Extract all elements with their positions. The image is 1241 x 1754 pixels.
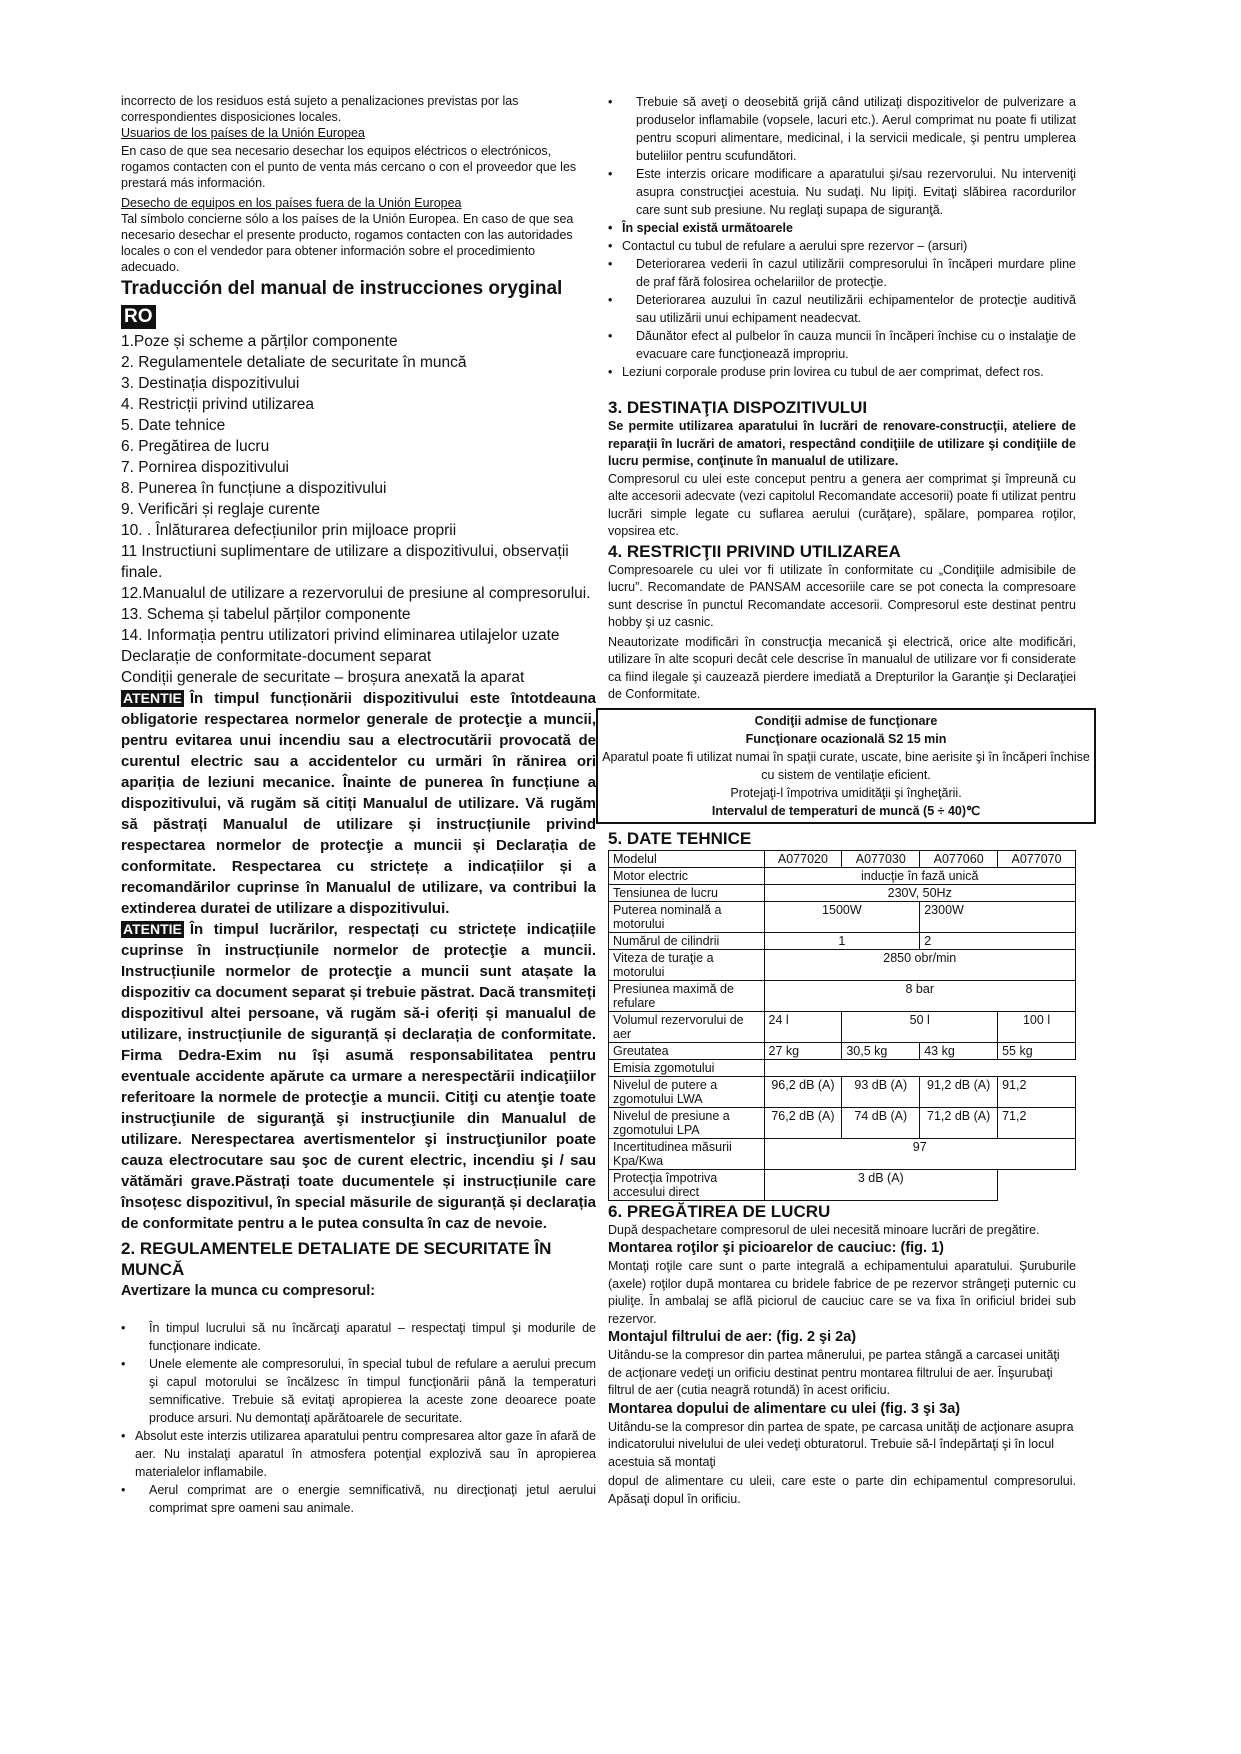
language-badge: RO bbox=[121, 305, 156, 329]
table-cell: 43 kg bbox=[920, 1042, 998, 1059]
table-row bbox=[609, 1059, 1076, 1076]
right-column bbox=[602, 93, 1090, 1508]
attention-text-2: În timpul lucrărilor, respectați cu strictețe indicațiile cuprinse în instrucțiunile normelor de protecţie a muncii. Instrucțiunile normelor de protecţie a muncii sunt atașate la dispozitiv ca document separat și trebuie păstrat. Dacă transmiteți dispozitivul altei persoane, vă rugăm să-i oferiți și manualul de utilizare, instrucțiunile de siguranță și declarația de conformitate. Firma Dedra-Exim nu își asumă responsabilitatea pentru eventuale accidente apărute ca urmare a nerespectării indicaţiilor referitoare la normele de protecţie a muncii. Citiţi cu atenţie toate instrucţiunile de siguranţă şi instrucţiunile din Manualul de utilizare. Nerespectarea avertismentelor şi instrucţiunilor poate cauza electrocutare sau şoc de curent electric, incendiu şi / sau vătămări grave.Păstrați toate ducumentele și instrucțiunile care însoțesc dispozitivul, în special măsurile de siguranță și declarația de conformitate pentru a le putea consulta în caz de nevoie. bbox=[121, 921, 596, 1232]
toc-item: 1.Poze și scheme a părților componente bbox=[121, 333, 398, 350]
table-row bbox=[609, 850, 1076, 867]
section-5-title: 5. DATE TEHNICE bbox=[608, 828, 752, 848]
toc-item: 4. Restricții privind utilizarea bbox=[121, 396, 314, 413]
table-cell: A077060 bbox=[920, 850, 998, 867]
table-cell: Nivelul de presiune a zgomotului LPA bbox=[609, 1107, 765, 1138]
section-2-subtitle: Avertizare la munca cu compresorul: bbox=[121, 1283, 376, 1299]
section-3-title: 3. DESTINAŢIA DISPOZITIVULUI bbox=[608, 398, 868, 417]
special-list bbox=[608, 219, 1076, 381]
table-cell: Nivelul de putere a zgomotului LWA bbox=[609, 1076, 765, 1107]
eu-users-title: Usuarios de los países de la Unión Europea bbox=[121, 126, 365, 140]
filter-text: Uitându-se la compresor din partea mânerului, pe partea stângă a carcasei unităţi de acţionare vedeţi un orificiu destinat pentru montarea filtrului de aer. Înşurubaţi filtrul de aer (cutia neagră rotundă) în acest orificiu. bbox=[608, 1348, 1060, 1397]
table-row bbox=[609, 1076, 1076, 1107]
table-row bbox=[609, 867, 1076, 884]
table-row bbox=[609, 1011, 1076, 1042]
toc-item: 3. Destinația dispozitivului bbox=[121, 375, 300, 392]
table-cell: 71,2 bbox=[998, 1107, 1076, 1138]
table-cell: Viteza de turaţie a motorului bbox=[609, 949, 765, 980]
box-title: Condiţii admise de funcţionare bbox=[754, 713, 938, 728]
table-cell: 50 l bbox=[842, 1011, 998, 1042]
table-cell bbox=[998, 1169, 1076, 1200]
table-row bbox=[609, 932, 1076, 949]
table-cell: 27 kg bbox=[764, 1042, 842, 1059]
section-4-text-1: Compresoarele cu ulei vor fi utilizate în conformitate cu „Condiţiile admisibile de lucru”. Recomandate de PANSAM accesoriile care se pot conecta la compresoare sunt descrise în punctul Recomandate accesorii. Compresorul este destinat pentru hobby şi uz casnic. bbox=[608, 562, 1076, 629]
oil-plug-text-1: Uitându-se la compresor din partea de spate, pe carcasa unităţi de acţionare asupra indicatorului nivelului de ulei vedeţi obturatorul. Trebuie să-l îndepărtaţi şi în locul acestuia să montaţi bbox=[608, 1419, 1074, 1469]
table-cell bbox=[764, 1059, 1076, 1076]
table-row bbox=[609, 884, 1076, 901]
table-cell: Protecţia împotriva accesului direct bbox=[609, 1169, 765, 1200]
table-cell: A077030 bbox=[842, 850, 920, 867]
list-item: • Unele elemente ale compresorului, în special tubul de refulare a aerului precum şi capul motorului se încălzesc în timpul funcţionării până la temperaturi semnificative. Trebuie să evitaţi apropierea la aceste zone deoarece poate produce arsuri. Nu demontaţi apărătoarele de securitate. bbox=[121, 1355, 596, 1427]
attention-badge: ATENTIE bbox=[123, 921, 182, 937]
section-3-bold: Se permite utilizarea aparatului în lucrări de renovare-construcţii, ateliere de reparaţii în lucrări de amatori, respectând condiţiile de utilizare şi condiţiile de lucru permise, conţinute în manualul de utilizare. bbox=[608, 419, 1076, 468]
table-cell: Modelul bbox=[609, 850, 765, 867]
table-row bbox=[609, 980, 1076, 1011]
list-item: • În timpul lucrului să nu încărcaţi aparatul – respectaţi timpul şi modurile de funcţionare indicate. bbox=[121, 1319, 596, 1355]
wheels-title: Montarea roţilor şi picioarelor de cauciuc: (fig. 1) bbox=[608, 1240, 944, 1256]
table-cell: 24 l bbox=[764, 1011, 842, 1042]
table-cell: A077020 bbox=[764, 850, 842, 867]
section-2-bullets bbox=[121, 1319, 596, 1517]
table-cell: Incertitudinea măsurii Kpa/Kwa bbox=[609, 1138, 765, 1169]
list-item: • Este interzis oricare modificare a aparatului şi/sau rezervorului. Nu interveniţi asupra construcţiei acestuia. Nu sudaţi. Nu lipiţi. Evitaţi slăbirea racordurilor care sunt sub presiune. Nu reglaţi supapa de siguranţă. bbox=[608, 165, 1076, 219]
table-cell: Greutatea bbox=[609, 1042, 765, 1059]
toc-item: 9. Verificări și reglaje curente bbox=[121, 501, 321, 518]
top-bullets bbox=[608, 93, 1076, 219]
toc-item: 14. Informația pentru utilizatori privind eliminarea utilajelor uzate bbox=[121, 627, 560, 644]
filter-title: Montajul filtrului de aer: (fig. 2 şi 2a) bbox=[608, 1329, 857, 1345]
toc-item: Declarație de conformitate-document separat bbox=[121, 648, 432, 665]
left-column bbox=[121, 93, 596, 1517]
table-cell: 97 bbox=[764, 1138, 1076, 1169]
table-cell: 100 l bbox=[998, 1011, 1076, 1042]
table-cell: Tensiunea de lucru bbox=[609, 884, 765, 901]
toc-item: 7. Pornirea dispozitivului bbox=[121, 459, 290, 476]
table-cell: 74 dB (A) bbox=[842, 1107, 920, 1138]
table-cell: 2300W bbox=[920, 901, 1076, 932]
attention-block-1 bbox=[121, 688, 596, 919]
section-2-title: 2. REGULAMENTELE DETALIATE DE SECURITATE ÎN MUNCĂ bbox=[121, 1239, 552, 1279]
table-cell: 76,2 dB (A) bbox=[764, 1107, 842, 1138]
table-row bbox=[609, 901, 1076, 932]
list-item: • Deteriorarea vederii în cazul utilizării compresorului în încăperi murdare pline de praf fără folosirea ochelariilor de protecţie. bbox=[608, 255, 1076, 291]
toc-item: 11 Instructiuni suplimentare de utilizare a dispozitivului, observații finale. bbox=[121, 543, 569, 581]
table-row bbox=[609, 1169, 1076, 1200]
table-cell: A077070 bbox=[998, 850, 1076, 867]
wheels-text: Montaţi roţile care sunt o parte integrală a echipamentului aparatului. Şuruburile (axele) roţilor după montarea cu bridele fabrice de pe rezervor strângeţi puternic cu piuliţe. În ambalaj se află piciorul de cauciuc care se va fixa în orificiul bridei sub rezervor. bbox=[608, 1259, 1076, 1326]
table-cell: Volumul rezervorului de aer bbox=[609, 1011, 765, 1042]
table-cell: Emisia zgomotului bbox=[609, 1059, 765, 1076]
table-row bbox=[609, 1107, 1076, 1138]
non-eu-text: Tal símbolo concierne sólo a los países de la Unión Europea. En caso de que sea necesario desechar el presente producto, rogamos contacten con las autoridades locales o con el vendedor para obtener información sobre el procedimiento adecuado. bbox=[121, 212, 574, 274]
table-cell: 3 dB (A) bbox=[764, 1169, 998, 1200]
table-cell: 91,2 dB (A) bbox=[920, 1076, 998, 1107]
table-cell: Motor electric bbox=[609, 867, 765, 884]
table-cell: 2850 obr/min bbox=[764, 949, 1076, 980]
table-cell: 30,5 kg bbox=[842, 1042, 920, 1059]
eu-users-text: En caso de que sea necesario desechar los equipos eléctricos o electrónicos, rogamos contacten con el punto de venta más cercano o con el proveedor que les prestará más información. bbox=[121, 144, 577, 190]
list-item: • Aerul comprimat are o energie semnificativă, nu direcţionaţi jetul aerului comprimat spre oameni sau animale. bbox=[121, 1481, 596, 1517]
list-item: • Dăunător efect al pulbelor în cauza muncii în încăperi închise cu o instalaţie de evacuare care funcţionează impropriu. bbox=[608, 327, 1076, 363]
table-cell: 96,2 dB (A) bbox=[764, 1076, 842, 1107]
technical-data-table bbox=[608, 850, 1076, 1201]
non-eu-title: Desecho de equipos en los países fuera de la Unión Europea bbox=[121, 196, 462, 210]
list-item: • Deteriorarea auzului în cazul neutilizării echipamentelor de protecţie auditivă sau utilizării unui echipament neadecvat. bbox=[608, 291, 1076, 327]
section-3-text: Compresorul cu ulei este conceput pentru a genera aer comprimat şi împreună cu alte accesorii adecvate (vezi capitolul Recomandate accesorii) poate fi utilizat pentru lucrări simple legate cu suflarea aerului (curăţare), spălare, pomparea roţilor, vopsirea etc. bbox=[608, 471, 1076, 538]
table-cell: 55 kg bbox=[998, 1042, 1076, 1059]
toc-item: Condiții generale de securitate – broșura anexată la aparat bbox=[121, 669, 525, 686]
special-title: • În special există următoarele bbox=[608, 219, 1076, 237]
toc-item: 2. Regulamentele detaliate de securitate în muncă bbox=[121, 354, 467, 371]
operating-conditions-box bbox=[596, 708, 1096, 824]
toc-item: 8. Punerea în funcțiune a dispozitivului bbox=[121, 480, 387, 497]
table-cell: 1 bbox=[764, 932, 920, 949]
table-cell: Numărul de cilindrii bbox=[609, 932, 765, 949]
box-temperature: Intervalul de temperaturi de muncă (5 ÷ 40)℃ bbox=[711, 803, 981, 818]
table-cell: 1500W bbox=[764, 901, 920, 932]
box-text: Aparatul poate fi utilizat numai în spaţii curate, uscate, bine aerisite şi în încăperi închise cu sistem de ventilaţie eficient. bbox=[602, 749, 1090, 782]
toc-item: 13. Schema și tabelul părților componente bbox=[121, 606, 411, 623]
oil-plug-title: Montarea dopului de alimentare cu ulei (fig. 3 şi 3a) bbox=[608, 1400, 961, 1417]
table-row bbox=[609, 949, 1076, 980]
table-cell: 91,2 bbox=[998, 1076, 1076, 1107]
box-subtitle: Funcţionare ocazională S2 15 min bbox=[745, 731, 947, 746]
translation-title: Traducción del manual de instrucciones oryginal bbox=[121, 278, 563, 299]
table-row bbox=[609, 1138, 1076, 1169]
toc-item: 10. . Înlăturarea defecțiunilor prin mijloace proprii bbox=[121, 522, 457, 539]
table-cell: 2 bbox=[920, 932, 1076, 949]
table-cell: 93 dB (A) bbox=[842, 1076, 920, 1107]
list-item: • Absolut este interzis utilizarea aparatului pentru compresarea altor gaze în afară de aer. Nu instalaţi aparatul în atmosfera potenţial explozivă sau în apropierea materialelor inflamabile. bbox=[121, 1427, 596, 1481]
section-4-title: 4. RESTRICŢII PRIVIND UTILIZAREA bbox=[608, 541, 901, 561]
attention-text-1: În timpul funcționării dispozitivului este întotdeauna obligatorie respectarea normelor generale de protecţie a muncii, pentru evitarea unui incendiu sau a electrocutării provocată de curentul electric sau a accidentelor cu urmări în rănirea ori apariția de leziuni mecanice. Înainte de punerea în funcțiune a dispozitivului, vă rugăm să citiți Manualul de utilizare. Vă rugăm să păstrați Manualul de utilizare și instrucțiunile privind respectarea normelor de protecţie a muncii și Declarația de conformitate. Respectarea cu strictețe a indicațiilor și a recomandărilor cuprinse în Manualul de utilizare, va contribui la extinderea duratei de utilizare a dispozitivului. bbox=[121, 690, 596, 917]
oil-plug-text-2: dopul de alimentare cu uleii, care este o parte din echipamentul compresorului. Apăsaţi dopul în orificiu. bbox=[608, 1474, 1076, 1506]
table-cell: 8 bar bbox=[764, 980, 1076, 1011]
section-6-title: 6. PREGĂTIREA DE LUCRU bbox=[608, 1201, 831, 1221]
toc-item: 5. Date tehnice bbox=[121, 417, 226, 434]
table-row bbox=[609, 1042, 1076, 1059]
table-cell: 71,2 dB (A) bbox=[920, 1107, 998, 1138]
table-cell: Puterea nominală a motorului bbox=[609, 901, 765, 932]
toc-item: 6. Pregătirea de lucru bbox=[121, 438, 270, 455]
list-item: • Trebuie să aveţi o deosebită grijă când utilizaţi dispozitivelor de pulverizare a produselor inflamabile (vopsele, lacuri etc.). Aerul comprimat nu poate fi utilizat pentru scopuri alimentare, medicinal, i la servicii medicale, şi pentru umplerea buteliilor pentru scufundători. bbox=[608, 93, 1076, 165]
list-item: • Contactul cu tubul de refulare a aerului spre rezervor – (arsuri) bbox=[608, 237, 1076, 255]
list-item: • Leziuni corporale produse prin lovirea cu tubul de aer comprimat, defect ros. bbox=[608, 363, 1076, 381]
box-protect: Protejaţi-l împotriva umidităţii şi îngheţării. bbox=[730, 785, 962, 800]
table-cell: 230V, 50Hz bbox=[764, 884, 1076, 901]
attention-badge: ATENTIE bbox=[123, 690, 182, 706]
table-of-contents bbox=[121, 331, 596, 688]
table-cell: Presiunea maximă de refulare bbox=[609, 980, 765, 1011]
intro-text: incorrecto de los residuos está sujeto a penalizaciones previstas por las correspondientes disposiciones locales. bbox=[121, 94, 519, 124]
section-4-text-2: Neautorizate modificări în construcţia mecanică şi electrică, orice alte modificări, utilizare în alte scopuri decât cele descrise în manualul de utilizare vor fi considerate ca fiind ilegale şi cauzează pierdere imediată a Drepturilor la Garanţie şi Declaraţiei de Conformitate. bbox=[608, 634, 1076, 701]
section-6-text: După despachetare compresorul de ulei necesită minoare lucrări de pregătire. bbox=[608, 1222, 1040, 1237]
table-cell: inducţie în fază unică bbox=[764, 867, 1076, 884]
attention-block-2 bbox=[121, 919, 596, 1234]
toc-item: 12.Manualul de utilizare a rezervorului de presiune al compresorului. bbox=[121, 585, 591, 602]
